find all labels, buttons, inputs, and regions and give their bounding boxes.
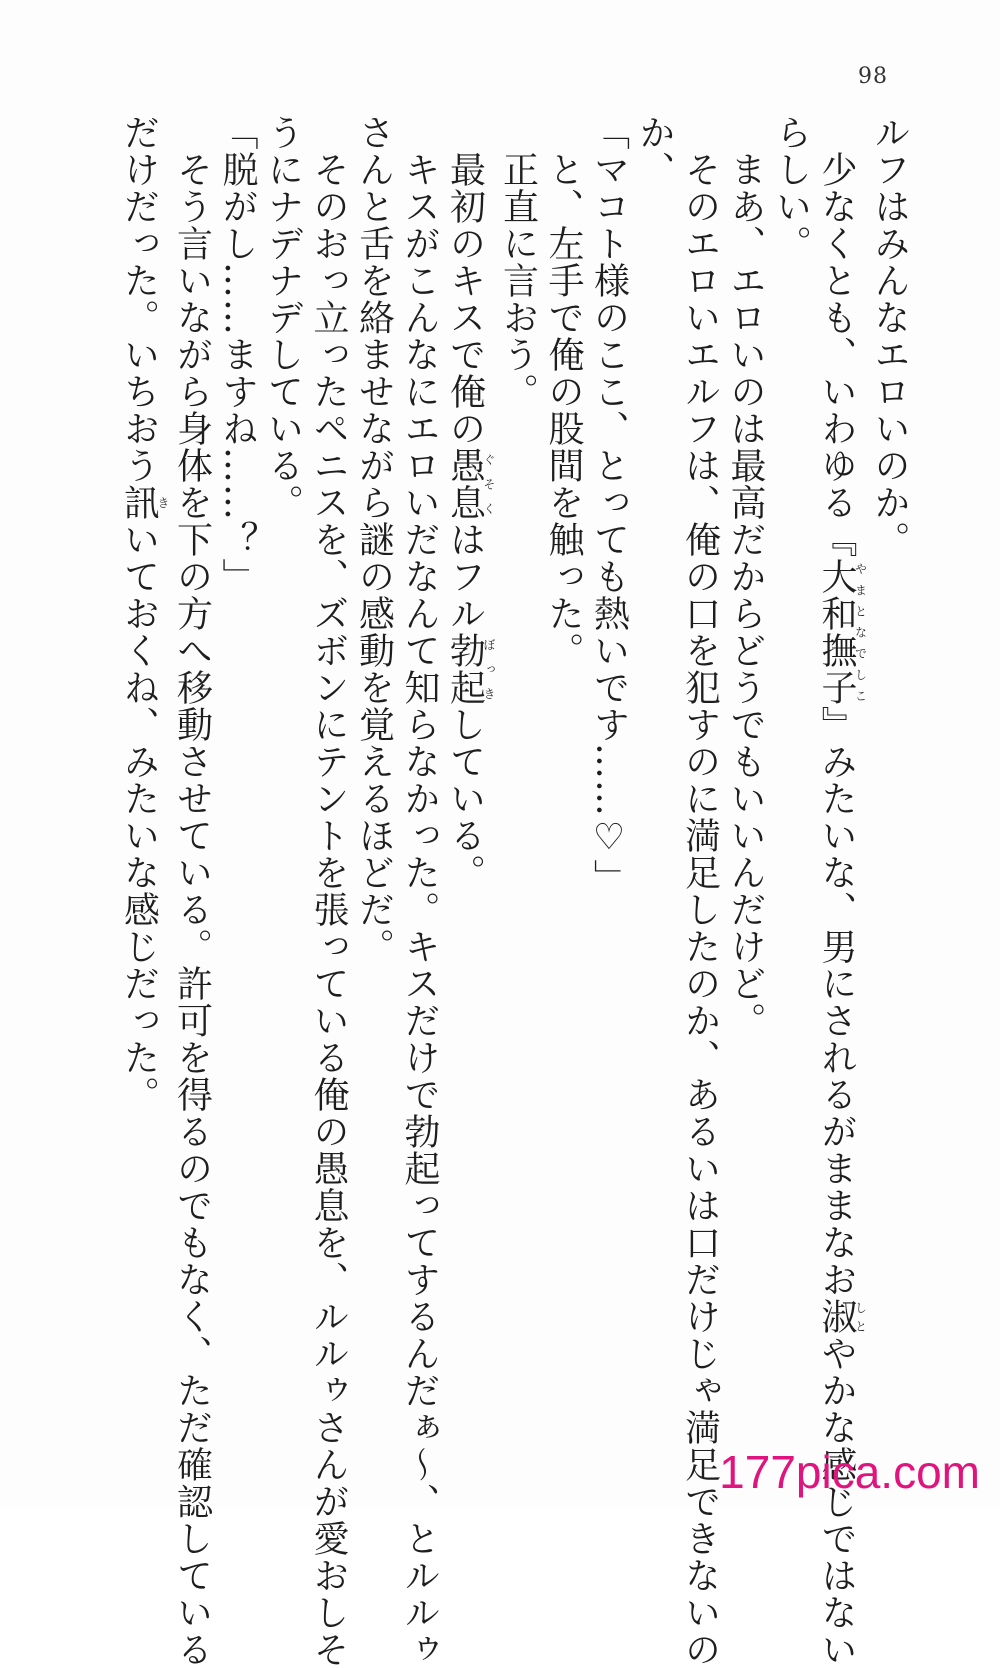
text-column: [586, 114, 632, 1434]
text-run: 』みたいな、男にされるがままなお: [816, 706, 857, 1298]
text-run: そのおっ立ったペニスを、ズボンにテントを張っている俺の愚息を、ルルゥさんが愛おしそ: [308, 114, 349, 1668]
ruby-base: 勃起: [444, 632, 486, 706]
text-run: か、: [634, 114, 675, 188]
text-column: [677, 114, 723, 1668]
ruby-reading: ぼっき: [482, 632, 496, 706]
text-run: 「マコト様のここ、とっても熱いです……♡」: [588, 114, 630, 896]
ruby-annotation: [444, 632, 496, 706]
text-column: [397, 114, 443, 1668]
text-column: [260, 114, 306, 1434]
text-column: [541, 114, 587, 1434]
text-column: [306, 114, 352, 1668]
text-run: さんと舌を絡ませながら謎の感動を覚えるほどだ。: [353, 114, 395, 965]
ruby-annotation: [816, 1298, 868, 1335]
text-run: ルフはみんなエロいのか。: [869, 114, 910, 558]
text-column: [169, 114, 215, 1668]
ruby-reading: やまとなでしこ: [853, 558, 868, 706]
text-column: [768, 114, 814, 1434]
ruby-reading: しと: [853, 1298, 868, 1335]
text-run: キスがこんなにエロいだなんて知らなかった。キスだけで勃起ってするんだぁ～、とルルゥ: [399, 114, 440, 1668]
ruby-base: 大和撫子: [816, 558, 857, 706]
text-run: はフル: [444, 521, 486, 632]
ruby-reading: き: [156, 484, 170, 521]
watermark-text: 177pica.com: [719, 1446, 980, 1498]
text-column: [632, 114, 678, 1434]
text-column: [867, 114, 913, 1434]
text-run: している。: [444, 706, 486, 891]
ruby-annotation: [816, 558, 868, 706]
text-run: 最初のキスで俺の: [444, 114, 486, 447]
text-run: まあ、エロいのは最高だからどうでもいいんだけど。: [725, 114, 766, 1039]
text-run: 少なくとも、いわゆる『: [816, 114, 857, 558]
text-column: [814, 114, 868, 1668]
text-column: [495, 114, 541, 1434]
ruby-annotation: [444, 447, 496, 521]
text-run: 正直に言おう。: [497, 114, 539, 410]
page-number: 98: [858, 64, 888, 89]
text-run: らしい。: [770, 114, 812, 262]
text-column: [442, 114, 495, 1434]
ruby-annotation: [118, 484, 170, 521]
ruby-base: 訊: [118, 484, 160, 521]
text-run: 「脱がし……ますね……？」: [217, 114, 258, 595]
text-column: [116, 114, 169, 1434]
text-run: だけだった。いちおう: [118, 114, 160, 484]
text-run: そう言いながら身体を下の方へ移動させている。許可を得るのでもなく、ただ確認している: [171, 114, 213, 1668]
ruby-base: 愚息: [444, 447, 486, 521]
text-column: [215, 114, 261, 1434]
text-column: [351, 114, 397, 1434]
text-run: いておくね、みたいな感じだった。: [118, 521, 160, 1113]
text-column: [723, 114, 769, 1434]
ruby-reading: ぐそく: [482, 447, 496, 521]
ruby-base: 淑: [816, 1298, 857, 1335]
text-run: と、左手で俺の股間を触った。: [543, 114, 584, 669]
text-run: うにナデナデしている。: [262, 114, 304, 521]
text-run: やかな感じではない: [816, 1335, 857, 1668]
text-run: そのエロいエルフは、俺の口を犯すのに満足したのか、あるいは口だけじゃ満足できないの: [679, 114, 721, 1668]
